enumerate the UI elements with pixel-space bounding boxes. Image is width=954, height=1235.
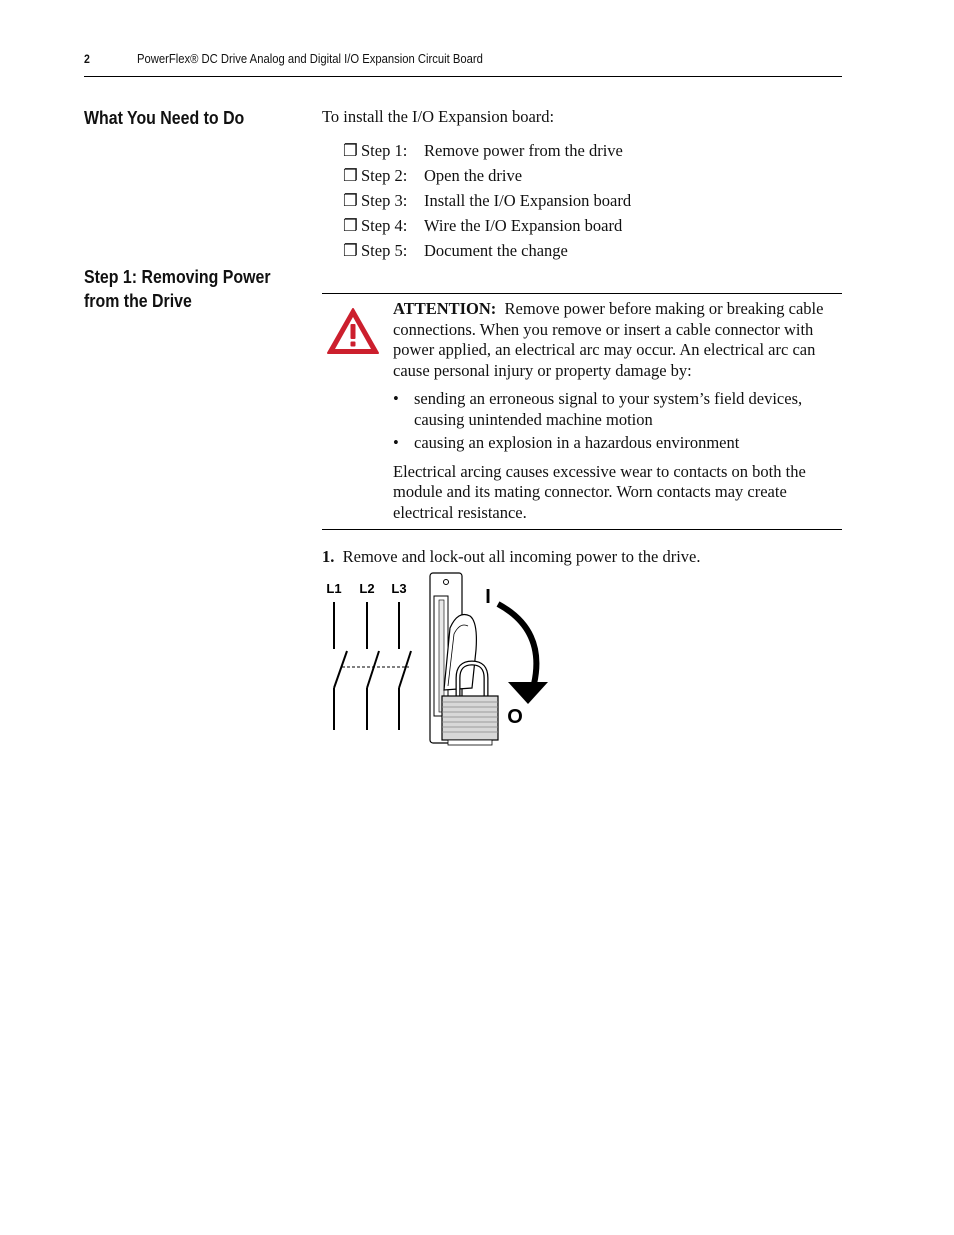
step-label: Step 2: bbox=[361, 166, 408, 185]
page-header bbox=[84, 52, 842, 77]
three-pole-switch-icon bbox=[334, 602, 411, 730]
step-checklist bbox=[343, 141, 631, 266]
instruction-number: 1. bbox=[322, 547, 335, 566]
bullet-text: sending an erroneous signal to your system’s field devices, causing unintended machine motion bbox=[414, 389, 803, 429]
off-label: O bbox=[507, 706, 523, 728]
lockout-figure bbox=[322, 570, 562, 750]
step-text: Document the change bbox=[424, 241, 568, 260]
arrow-head-icon bbox=[508, 682, 548, 704]
attention-block bbox=[393, 299, 841, 523]
checklist-item bbox=[343, 166, 631, 191]
heading-step1-line1: Step 1: Removing Power bbox=[84, 266, 271, 287]
attention-text: Remove power before making or breaking cable connections. When you remove or insert a cable connector with power applied, an electrical arc may occur. An electrical arc can cause personal injury or property damage by: bbox=[393, 299, 824, 380]
attention-top-rule bbox=[322, 293, 842, 294]
running-title: PowerFlex® DC Drive Analog and Digital I/O Expansion Circuit Board bbox=[137, 52, 483, 66]
attention-bottom-rule bbox=[322, 529, 842, 530]
attention-footer: Electrical arcing causes excessive wear to contacts on both the module and its mating connector. Worn contacts may create electrical resistance. bbox=[393, 461, 806, 522]
checkbox-icon: ❐ bbox=[343, 166, 358, 185]
attention-bullet-item: • sending an erroneous signal to your system’s field devices, causing unintended machine motion bbox=[393, 389, 803, 429]
checklist-item bbox=[343, 216, 631, 241]
line-label-l2: L2 bbox=[359, 581, 375, 596]
attention-lead: ATTENTION: bbox=[393, 299, 497, 318]
step-label: Step 5: bbox=[361, 241, 408, 260]
step-label: Step 1: bbox=[361, 141, 408, 160]
checkbox-icon: ❐ bbox=[343, 216, 358, 235]
on-label: I bbox=[485, 586, 491, 608]
checkbox-icon: ❐ bbox=[343, 141, 358, 160]
instruction-text: Remove and lock-out all incoming power to the drive. bbox=[342, 547, 701, 566]
rotation-arrow-icon bbox=[498, 604, 536, 684]
checklist-item bbox=[343, 141, 631, 166]
attention-paragraph bbox=[393, 299, 841, 381]
page-number: 2 bbox=[84, 52, 90, 66]
intro-text: To install the I/O Expansion board: bbox=[322, 107, 555, 126]
step-text: Open the drive bbox=[424, 166, 523, 185]
step-text: Wire the I/O Expansion board bbox=[424, 216, 623, 235]
attention-bullet-item: • causing an explosion in a hazardous environment bbox=[393, 433, 740, 452]
heading-what-you-need-to-do: What You Need to Do bbox=[84, 107, 245, 128]
instruction-1 bbox=[322, 547, 701, 567]
step-label: Step 4: bbox=[361, 216, 408, 235]
warning-triangle-icon bbox=[326, 307, 380, 355]
checklist-item bbox=[343, 241, 631, 266]
bullet-text: causing an explosion in a hazardous environment bbox=[414, 433, 740, 452]
checkbox-icon: ❐ bbox=[343, 241, 358, 260]
step-text: Install the I/O Expansion board bbox=[424, 191, 632, 210]
step-label: Step 3: bbox=[361, 191, 408, 210]
attention-bullets bbox=[393, 389, 841, 454]
heading-step1-line2: from the Drive bbox=[84, 290, 192, 311]
checkbox-icon: ❐ bbox=[343, 191, 358, 210]
line-label-l3: L3 bbox=[391, 581, 407, 596]
line-label-l1: L1 bbox=[326, 581, 342, 596]
step-text: Remove power from the drive bbox=[424, 141, 623, 160]
checklist-item bbox=[343, 191, 631, 216]
